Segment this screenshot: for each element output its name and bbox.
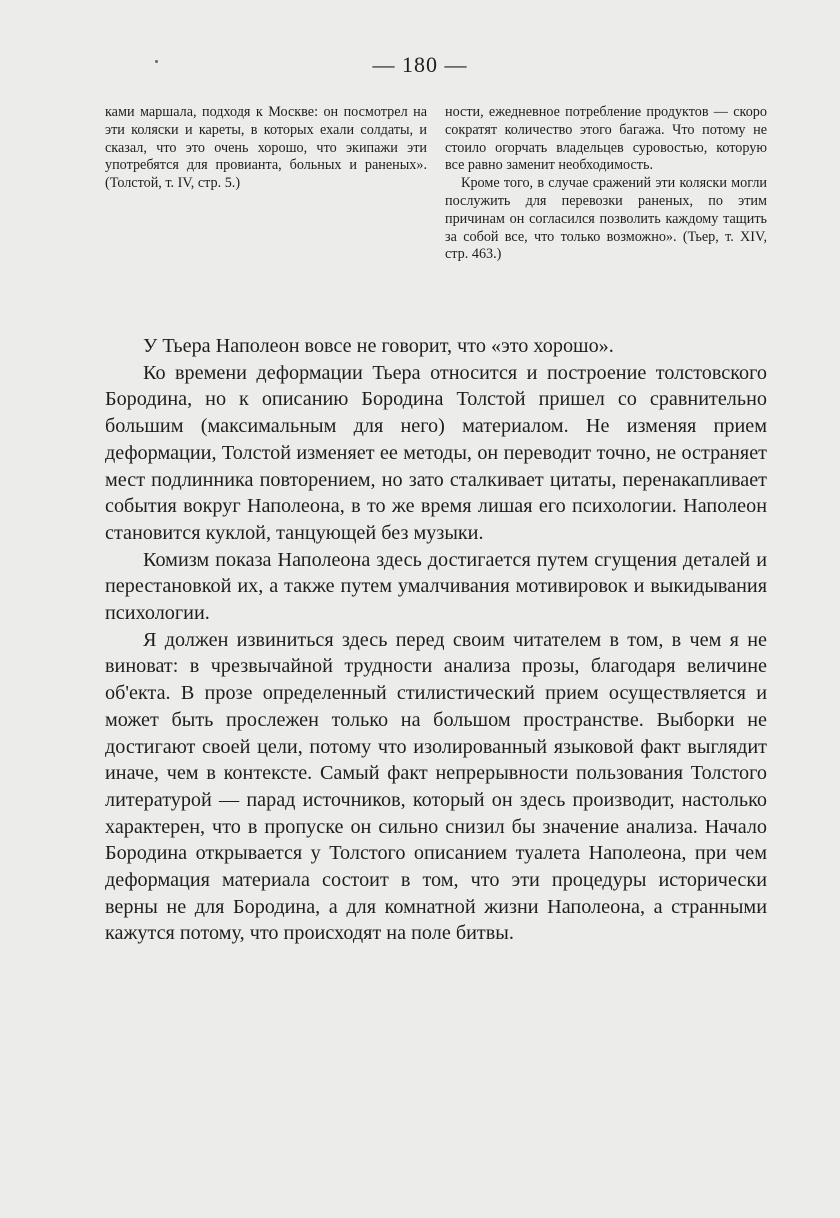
- body-paragraph-3: Комизм показа Наполеона здесь достигается путем сгущения деталей и перестановкой их, а также путем умалчивания мотивировок и выкидывания психологии.: [105, 548, 767, 625]
- quote-right-paragraph-1: ности, ежедневное потребление продуктов — скоро сократят количество этого багажа. Что потому не стоило огорчать владельцев суровостью, которую все равно заменит необходимость.: [445, 104, 767, 174]
- quote-right-paragraph-2: Кроме того, в случае сражений эти коляски могли послужить для перевозки раненых, по этим причинам он согласился позволить каждому тащить за собой все, что только возможно». (Тьер, т. XIV, стр. 463.): [445, 175, 767, 263]
- body-paragraph-4: Я должен извиниться здесь перед своим читателем в том, в чем я не виноват: в чрезвычайной трудности анализа прозы, благодаря величине об'екта. В прозе определенный стилистический прием осуществляется и может быть прослежен только на большом пространстве. Выборки не достигают своей цели, потому что изолированный языковой факт выглядит иначе, чем в контексте. Самый факт непрерывности пользования Толстого литературой — парад источников, который он здесь производит, настолько характерен, что в пропуске он сильно снизил бы значение анализа. Начало Бородина открывается у Толстого описанием туалета Наполеона, при чем деформация материала состоит в том, что эти процедуры исторически верны не для Бородина, а для комнатной жизни Наполеона, а странными кажутся потому, что происходят на поле битвы.: [105, 628, 767, 945]
- quote-left-text: ками маршала, подходя к Москве: он посмотрел на эти коляски и кареты, в которых ехали солдаты, и сказал, что это очень хорошо, что экипажи эти употребятся для провианта, больных и раненых». (Толстой, т. IV, стр. 5.): [105, 104, 427, 192]
- main-body-text: [105, 333, 767, 947]
- footnote-quote-right: [445, 104, 767, 264]
- body-paragraph-2: Ко времени деформации Тьера относится и построение толстовского Бородина, но к описанию Бородина Толстой пришел со сравнительно большим (максимальным для него) материалом. Не изменяя прием деформации, Толстой изменяет ее методы, он переводит точно, не остраняет мест подлинника повторением, но зато сталкивает цитаты, перенакапливает события вокруг Наполеона, в то же время лишая его психологии. Наполеон становится куклой, танцующей без музыки.: [105, 361, 767, 544]
- page-number: — 180 —: [372, 52, 468, 77]
- footnote-quote-left: [105, 104, 427, 193]
- body-paragraph-1: У Тьера Наполеон вовсе не говорит, что «это хорошо».: [143, 335, 614, 357]
